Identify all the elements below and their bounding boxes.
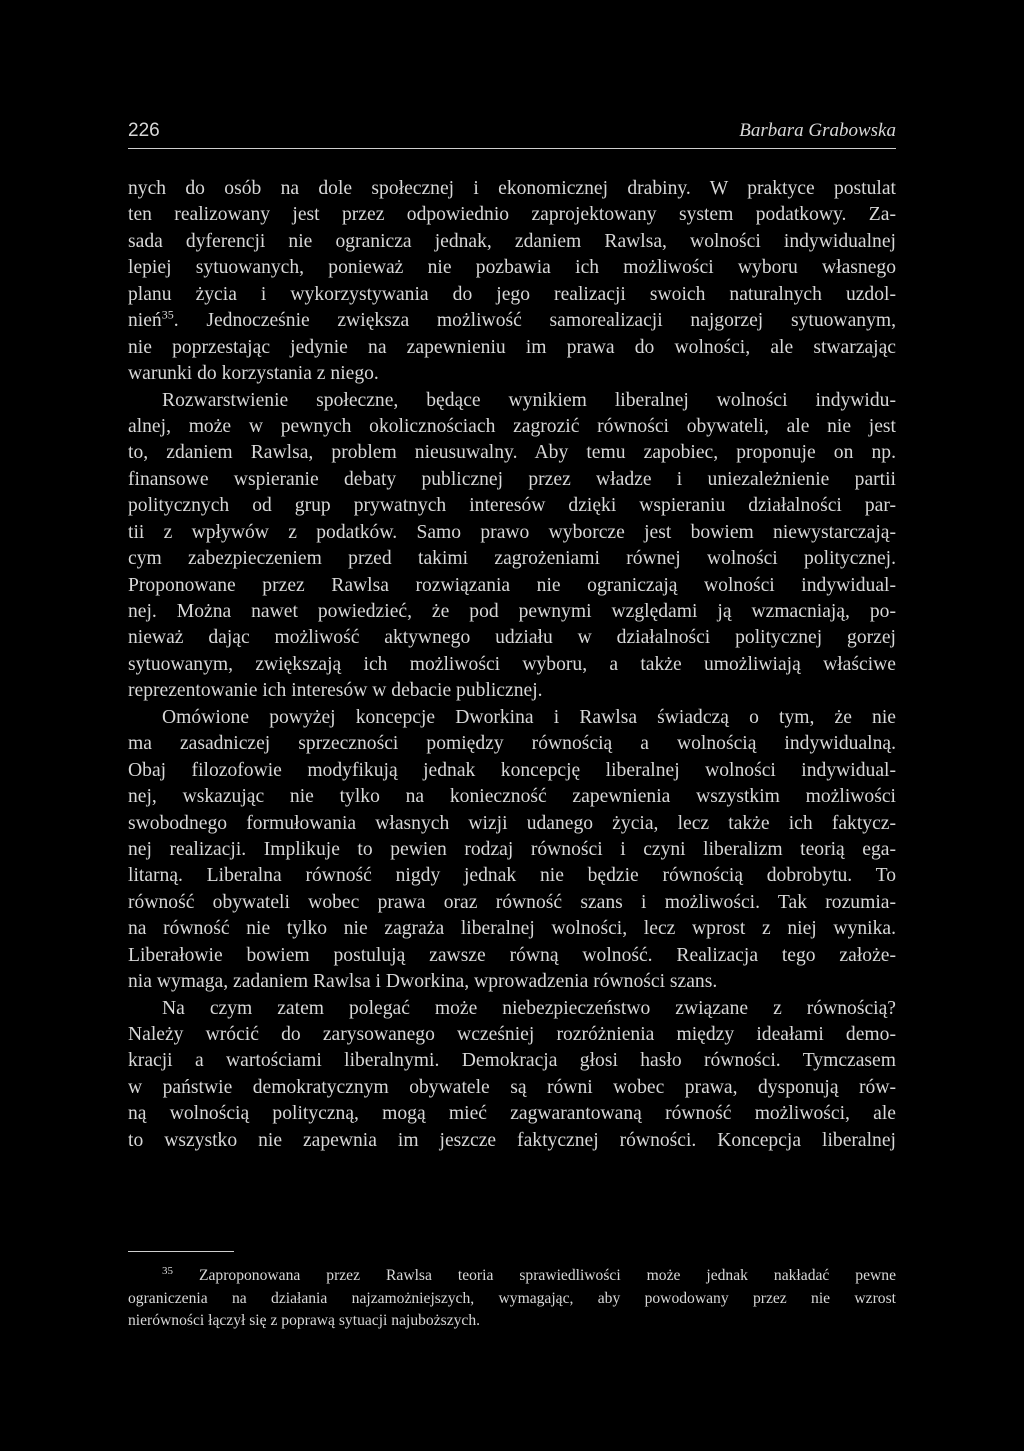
text-line: lepiej sytuowanych, ponieważ nie pozbawia ich możliwości wyboru własnego (128, 257, 896, 279)
footnotes (128, 1265, 896, 1333)
text-line: swobodnego formułowania własnych wizji udanego życia, lecz także ich faktycz- (128, 812, 896, 834)
text-line: sytuowanym, zwiększają ich możliwości wyboru, a także umożliwiają właściwe (128, 653, 896, 675)
text-fragment: . Jednocześnie zwiększa możliwość samorealizacji najgorzej sytuowanym, (173, 310, 896, 332)
text-line: kracji a wartościami liberalnymi. Demokracja głosi hasło równości. Tymczasem (128, 1050, 896, 1072)
text-line: finansowe wspieranie debaty publicznej przez władze i uniezależnienie partii (128, 468, 896, 490)
footnote-text: Zaproponowana przez Rawlsa teoria sprawiedliwości może jednak nakładać pewne (198, 1267, 896, 1284)
text-line: nie poprzestając jedynie na zapewnieniu im prawa do wolności, ale stwarzając (128, 336, 896, 358)
text-line: to, zdaniem Rawlsa, problem nieusuwalny. Aby temu zapobiec, proponuje on np. (128, 442, 896, 464)
footnote-number: 35 (162, 1264, 173, 1277)
footnote-divider (128, 1251, 234, 1252)
text-line: Proponowane przez Rawlsa rozwiązania nie ograniczają wolności indywidual- (128, 574, 896, 596)
text-line: Obaj filozofowie modyfikują jednak koncepcję liberalnej wolności indywidual- (128, 759, 896, 781)
text-line: tii z wpływów z podatków. Samo prawo wyborcze jest bowiem niewystarczają- (128, 521, 896, 543)
text-line (128, 308, 896, 334)
text-line: ten realizowany jest przez odpowiednio zaprojektowany system podatkowy. Za- (128, 204, 896, 226)
text-line: Liberałowie bowiem postulują zawsze równą wolność. Realizacja tego założe- (128, 944, 896, 966)
text-line: to wszystko nie zapewnia im jeszcze faktycznej równości. Koncepcja liberalnej (128, 1129, 896, 1151)
text-line: cym zabezpieczeniem przed takimi zagrożeniami równej wolności politycznej. (128, 548, 896, 570)
footnote-line: nierówności łączył się z poprawą sytuacji najuboższych. (128, 1312, 481, 1329)
footnote-line (128, 1265, 896, 1288)
text-line: politycznych od grup prywatnych interesów dzięki wspieraniu działalności par- (128, 495, 896, 517)
text-line: reprezentowanie ich interesów w debacie publicznej. (128, 680, 543, 702)
text-line: nych do osób na dole społecznej i ekonomicznej drabiny. W praktyce postulat (128, 178, 896, 199)
text-line: nej realizacji. Implikuje to pewien rodzaj równości i czyni liberalizm teorią ega- (128, 838, 896, 860)
text-line: litarną. Liberalna równość nigdy jednak nie będzie równością dobrobytu. To (128, 865, 896, 887)
text-line: alnej, może w pewnych okolicznościach zagrozić równości obywateli, ale nie jest (128, 415, 896, 437)
text-line: ną wolnością polityczną, mogą mieć zagwarantowaną równość możliwości, ale (128, 1103, 896, 1125)
running-head: Barbara Grabowska (739, 120, 896, 141)
footnote-line: ograniczenia na działania najzamożniejszych, wymagając, aby powodowany przez nie wzrost (128, 1289, 896, 1307)
body-text (128, 176, 896, 1154)
text-line: na równość nie tylko nie zagraża liberalnej wolności, lecz wprost z niej wynika. (128, 918, 896, 940)
text-line: Należy wrócić do zarysowanego wcześniej rozróżnienia między ideałami demo- (128, 1024, 896, 1045)
text-line: Na czym zatem polegać może niebezpieczeństwo związane z równością? (162, 997, 896, 1019)
page-number: 226 (128, 120, 160, 141)
text-line: nia wymaga, zadaniem Rawlsa i Dworkina, wprowadzenia równości szans. (128, 971, 718, 993)
footnote-reference[interactable]: 35 (161, 307, 174, 322)
text-line: Rozwarstwienie społeczne, będące wynikiem liberalnej wolności indywidu- (162, 389, 896, 411)
text-line: ma zasadniczej sprzeczności pomiędzy równością a wolnością indywidualną. (128, 733, 896, 755)
text-line: nej, wskazując nie tylko na konieczność zapewnienia wszystkim możliwości (128, 786, 896, 808)
text-line: nieważ dając możliwość aktywnego udziału w działalności politycznej gorzej (128, 627, 896, 649)
text-line: nej. Można nawet powiedzieć, że pod pewnymi względami ją wzmacniają, po- (128, 601, 896, 622)
text-fragment: nień (128, 310, 162, 332)
text-line: Omówione powyżej koncepcje Dworkina i Rawlsa świadczą o tym, że nie (162, 706, 896, 728)
text-line: równość obywateli wobec prawa oraz równość szans i możliwości. Tak rozumia- (128, 891, 896, 913)
text-line: w państwie demokratycznym obywatele są równi wobec prawa, dysponują rów- (128, 1076, 896, 1098)
text-line: warunki do korzystania z niego. (128, 363, 379, 385)
text-line: sada dyferencji nie ogranicza jednak, zdaniem Rawlsa, wolności indywidualnej (128, 230, 896, 252)
page-header (128, 118, 896, 149)
text-line: planu życia i wykorzystywania do jego realizacji swoich naturalnych uzdol- (128, 283, 896, 305)
